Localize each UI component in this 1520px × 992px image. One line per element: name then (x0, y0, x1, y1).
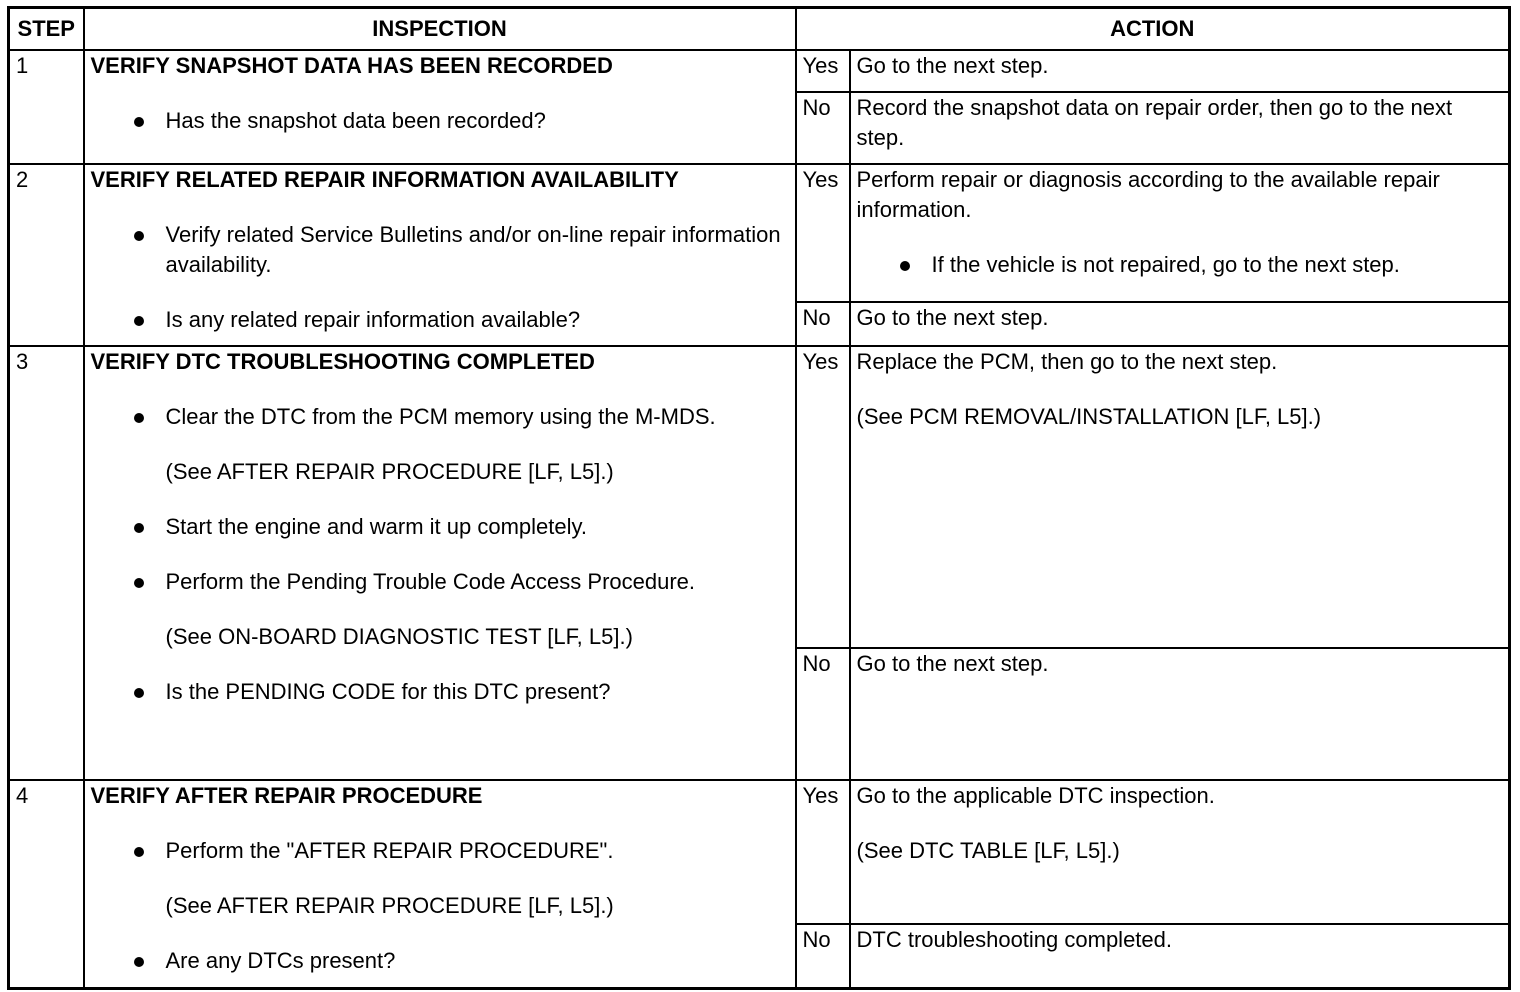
inspection-item: Clear the DTC from the PCM memory using the M-MDS. (91, 402, 789, 432)
reference-note: (See AFTER REPAIR PROCEDURE [LF, L5].) (165, 893, 614, 918)
yes-action: Go to the next step. (850, 50, 1510, 92)
no-label: No (796, 302, 850, 346)
yes-action-note: (See PCM REMOVAL/INSTALLATION [LF, L5].) (856, 404, 1322, 429)
yes-action-note: (See DTC TABLE [LF, L5].) (856, 838, 1120, 863)
yes-action-cell (850, 780, 1510, 924)
step-title: VERIFY DTC TROUBLESHOOTING COMPLETED (90, 349, 595, 374)
yes-action: Go to the applicable DTC inspection. (856, 783, 1215, 808)
header-action: ACTION (796, 8, 1510, 51)
no-action: Go to the next step. (850, 648, 1510, 780)
no-label: No (796, 648, 850, 780)
step-number: 2 (9, 164, 84, 346)
inspection-item: Verify related Service Bulletins and/or on-line repair information availability. (91, 220, 789, 280)
step-title: VERIFY SNAPSHOT DATA HAS BEEN RECORDED (90, 53, 613, 78)
yes-label: Yes (796, 164, 850, 302)
inspection-item: Start the engine and warm it up completely. (91, 512, 789, 542)
inspection-item: Are any DTCs present? (91, 946, 789, 976)
inspection-cell (84, 780, 796, 988)
inspection-item: Is the PENDING CODE for this DTC present? (91, 677, 789, 707)
reference-note: (See AFTER REPAIR PROCEDURE [LF, L5].) (165, 459, 614, 484)
yes-label: Yes (796, 50, 850, 92)
step-title: VERIFY AFTER REPAIR PROCEDURE (90, 783, 483, 808)
inspection-item: Is any related repair information available? (91, 305, 789, 335)
header-step: STEP (9, 8, 84, 51)
step-number: 3 (9, 346, 84, 780)
header-inspection: INSPECTION (84, 8, 796, 51)
reference-note: (See ON-BOARD DIAGNOSTIC TEST [LF, L5].) (165, 624, 633, 649)
step-number: 4 (9, 780, 84, 988)
inspection-cell (84, 50, 796, 164)
inspection-item: Perform the "AFTER REPAIR PROCEDURE". (91, 836, 789, 866)
no-action: Go to the next step. (850, 302, 1510, 346)
yes-action-bullet: If the vehicle is not repaired, go to the next step. (857, 250, 1503, 280)
yes-action: Perform repair or diagnosis according to the available repair information. (856, 167, 1440, 222)
table-row (9, 50, 1510, 92)
yes-label: Yes (796, 346, 850, 648)
yes-action-cell (850, 164, 1510, 302)
inspection-item: Has the snapshot data been recorded? (91, 106, 789, 136)
no-label: No (796, 924, 850, 988)
inspection-item: Perform the Pending Trouble Code Access Procedure. (91, 567, 789, 597)
step-number: 1 (9, 50, 84, 164)
yes-label: Yes (796, 780, 850, 924)
no-label: No (796, 92, 850, 164)
yes-action-cell (850, 346, 1510, 648)
inspection-cell (84, 346, 796, 780)
no-action: DTC troubleshooting completed. (850, 924, 1510, 988)
no-action: Record the snapshot data on repair order, then go to the next step. (850, 92, 1510, 164)
step-title: VERIFY RELATED REPAIR INFORMATION AVAILABILITY (90, 167, 679, 192)
table-row (9, 164, 1510, 302)
diagnostic-table (7, 6, 1511, 990)
inspection-cell (84, 164, 796, 346)
table-row (9, 780, 1510, 924)
yes-action: Replace the PCM, then go to the next step. (856, 349, 1278, 374)
table-row (9, 346, 1510, 648)
